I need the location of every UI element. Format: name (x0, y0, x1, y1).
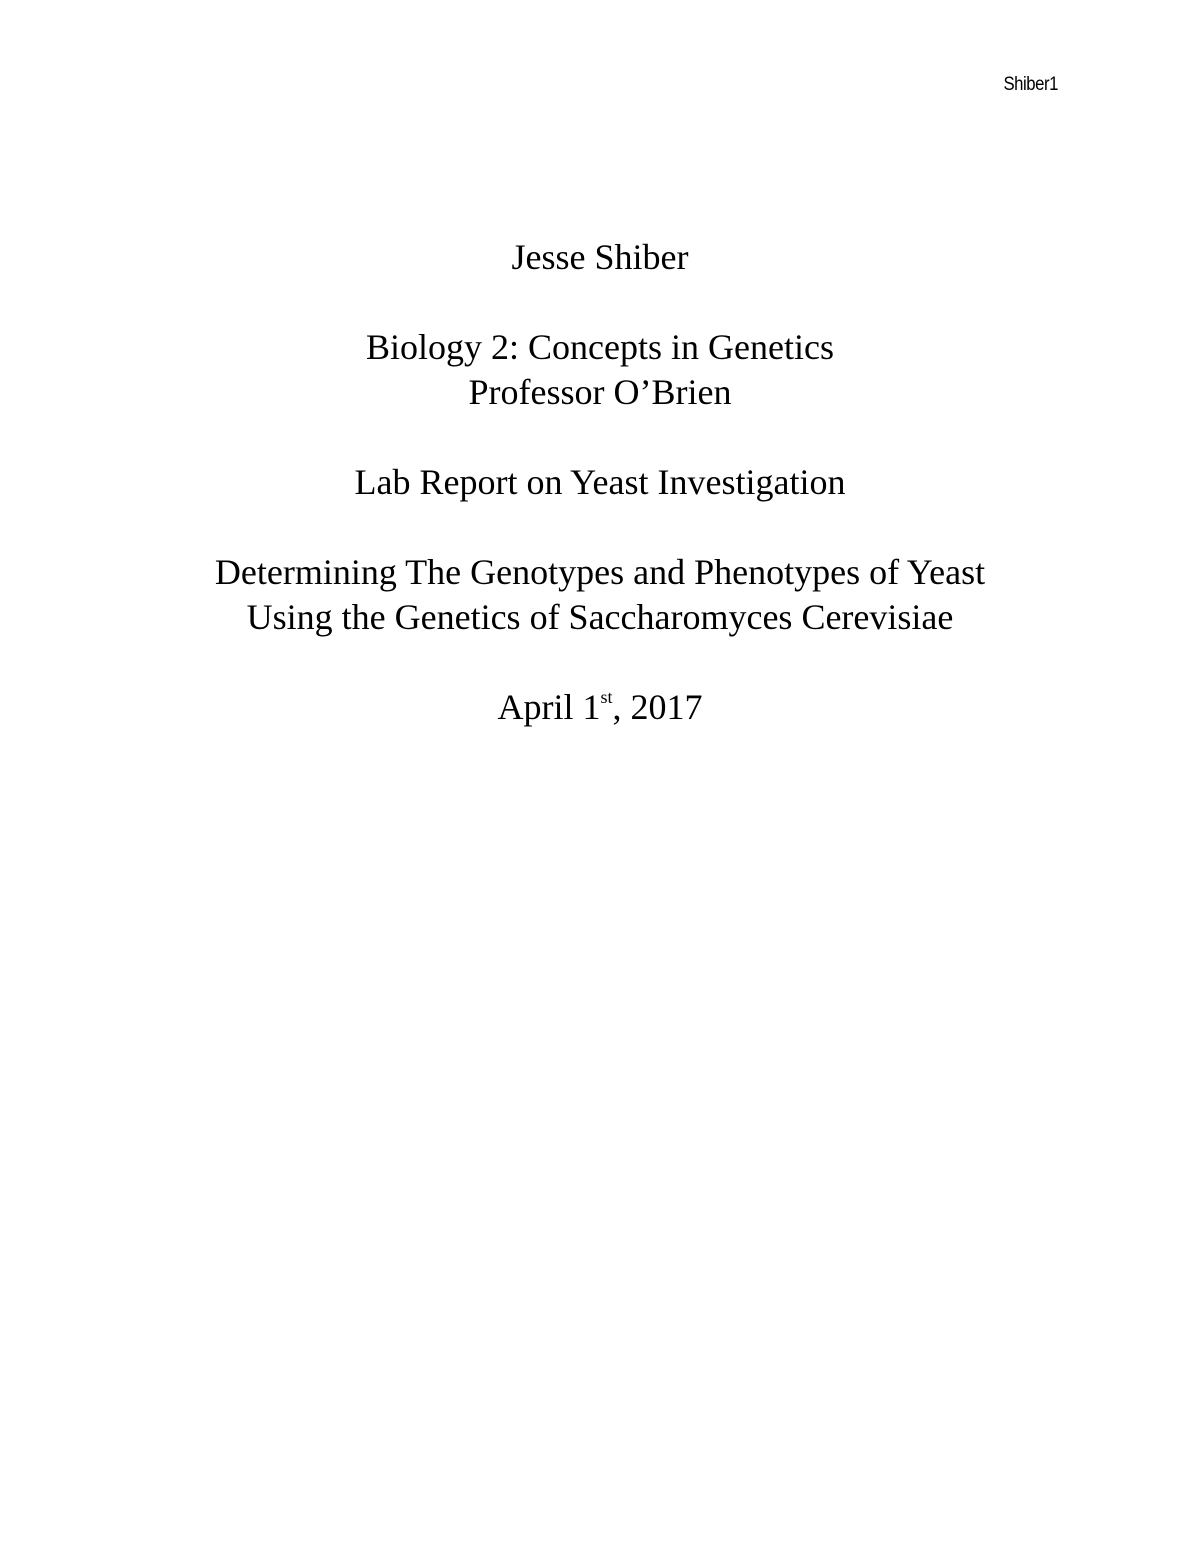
author-block (0, 235, 1200, 280)
report-date (0, 685, 1200, 730)
date-month-day: April 1 (497, 687, 601, 727)
course-block (0, 325, 1200, 415)
professor-name: Professor O’Brien (468, 372, 732, 412)
date-year: , 2017 (612, 687, 703, 727)
report-title-line-2: Using the Genetics of Saccharomyces Cerevisiae (246, 597, 954, 637)
running-head: Shiber1 (1003, 74, 1058, 95)
course-title: Biology 2: Concepts in Genetics (366, 327, 834, 367)
report-type: Lab Report on Yeast Investigation (354, 462, 846, 502)
author-name: Jesse Shiber (511, 237, 689, 277)
report-title-block (0, 550, 1200, 640)
date-ordinal-suffix: st (600, 687, 613, 707)
report-type-block (0, 460, 1200, 505)
report-title-line-1: Determining The Genotypes and Phenotypes of Yeast (214, 552, 986, 592)
